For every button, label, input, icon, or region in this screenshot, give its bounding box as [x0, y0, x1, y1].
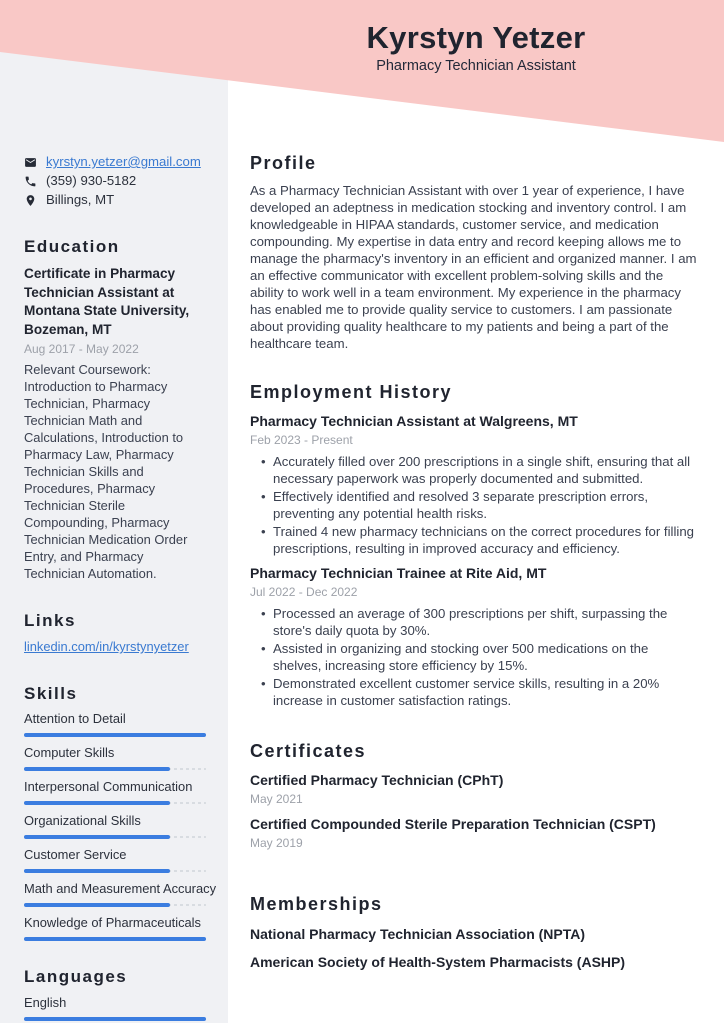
skill-item [24, 881, 217, 907]
skill-label: Organizational Skills [24, 813, 141, 828]
achievement-bullet: • Trained 4 new pharmacy technicians on the correct procedures for filling prescriptions, resulting in improved accuracy and efficiency. [273, 523, 700, 557]
skills-heading: Skills [24, 684, 78, 703]
header [228, 21, 724, 74]
skill-bar-track [24, 937, 206, 941]
achievement-bullet: • Assisted in organizing and stocking over 500 medications on the shelves, increasing store efficiency by 15%. [273, 640, 700, 674]
membership-title: National Pharmacy Technician Association (NPTA) [250, 926, 586, 942]
skill-bar-track [24, 1017, 206, 1021]
skill-item [24, 915, 206, 941]
education-degree: Certificate in Pharmacy Technician Assistant at Montana State University, Bozeman, MT [24, 266, 190, 337]
contact-block [24, 155, 206, 207]
job-title: Pharmacy Technician Trainee at Rite Aid, MT [250, 565, 547, 581]
languages-heading: Languages [24, 967, 128, 986]
skill-label: Interpersonal Communication [24, 779, 193, 794]
languages-list [24, 995, 206, 1021]
skill-label: Attention to Detail [24, 711, 126, 726]
main-content [228, 142, 724, 971]
job-dates: Jul 2022 - Dec 2022 [250, 585, 358, 599]
sidebar [0, 0, 228, 1023]
skill-bar-track [24, 903, 206, 907]
skill-item [24, 711, 206, 737]
skill-bar-fill [24, 767, 170, 771]
job-entry [250, 412, 700, 557]
membership-title: American Society of Health-System Pharmacists (ASHP) [250, 954, 626, 970]
phone-number: (359) 930-5182 [46, 173, 137, 188]
education-heading: Education [24, 237, 120, 256]
certificate-item [250, 771, 700, 806]
memberships-list [250, 925, 700, 971]
membership-item [250, 953, 700, 971]
skill-label: Math and Measurement Accuracy [24, 881, 217, 896]
skill-item [24, 779, 206, 805]
skill-bar-fill [24, 869, 170, 873]
achievement-bullet: • Effectively identified and resolved 3 separate prescription errors, preventing any potential health risks. [273, 488, 700, 522]
achievement-bullet: • Demonstrated excellent customer service skills, resulting in a 20% increase in customer satisfaction ratings. [273, 675, 700, 709]
languages-section [24, 967, 206, 1021]
certificate-date: May 2019 [250, 836, 303, 850]
education-dates: Aug 2017 - May 2022 [24, 342, 139, 356]
education-section [24, 237, 206, 582]
skills-list [24, 711, 217, 941]
skill-item [24, 847, 206, 873]
certificate-item [250, 815, 700, 850]
profile-heading: Profile [250, 153, 317, 173]
skill-bar-fill [24, 801, 170, 805]
education-description: Relevant Coursework: Introduction to Pharmacy Technician, Pharmacy Technician Math and Calculations, Introduction to Pharmacy Law, Pharmacy Technician Skills and Procedures, Pharmacy Technician Sterile Compounding, Pharmacy Technician Medication Order Entry, and Pharmacy Technician Automation. [24, 362, 188, 581]
certificates-list [250, 771, 700, 850]
links-section [24, 611, 206, 654]
skill-bar-track [24, 733, 206, 737]
location-pin-icon [24, 194, 37, 207]
certificates-heading: Certificates [250, 741, 367, 761]
certificates-section [250, 740, 700, 850]
person-job-title: Pharmacy Technician Assistant [376, 57, 576, 74]
sidebar-link-item [24, 639, 206, 654]
certificate-title: Certified Pharmacy Technician (CPhT) [250, 772, 504, 788]
employment-heading: Employment History [250, 382, 453, 402]
person-name: Kyrstyn Yetzer [366, 20, 586, 55]
skill-bar-track [24, 767, 206, 771]
skill-bar-fill [24, 1017, 206, 1021]
job-entry [250, 564, 700, 709]
memberships-section [250, 893, 700, 971]
job-title: Pharmacy Technician Assistant at Walgreens, MT [250, 413, 578, 429]
skill-bar-fill [24, 733, 206, 737]
skill-item [24, 995, 206, 1021]
skill-item [24, 813, 206, 839]
contact-row-location [24, 193, 206, 207]
skill-bar-track [24, 869, 206, 873]
skill-label: Customer Service [24, 847, 127, 862]
email-icon [24, 156, 37, 169]
links-list [24, 639, 206, 654]
linkedin-link[interactable]: linkedin.com/in/kyrstynyetzer [24, 639, 189, 654]
job-bullets [250, 453, 700, 557]
email-link[interactable]: kyrstyn.yetzer@gmail.com [46, 154, 201, 169]
certificate-title: Certified Compounded Sterile Preparation Technician (CSPT) [250, 816, 656, 832]
memberships-heading: Memberships [250, 894, 383, 914]
skill-item [24, 745, 206, 771]
phone-icon [24, 175, 37, 188]
contact-row-phone [24, 174, 206, 188]
job-dates: Feb 2023 - Present [250, 433, 353, 447]
skill-bar-track [24, 835, 206, 839]
membership-item [250, 925, 700, 943]
skill-label: English [24, 995, 67, 1010]
certificate-date: May 2021 [250, 792, 303, 806]
skill-label: Knowledge of Pharmaceuticals [24, 915, 201, 930]
profile-section [250, 152, 700, 352]
contact-row-email [24, 155, 206, 169]
skill-label: Computer Skills [24, 745, 115, 760]
profile-text: As a Pharmacy Technician Assistant with over 1 year of experience, I have developed an adeptness in medication stocking and inventory control. I am knowledgeable in HIPAA standards, customer service, and medication compounding. My expertise in data entry and record keeping allows me to manage the pharmacy's inventory in an efficient and organized manner. I am an effective communicator with excellent problem-solving skills and the ability to work well in a team environment. My experience in the pharmacy has enabled me to provide quality service to customers. I am passionate about providing quality healthcare to my patients and being a part of the healthcare team. [250, 183, 697, 351]
skill-bar-track [24, 801, 206, 805]
skills-section [24, 684, 217, 941]
achievement-bullet: • Accurately filled over 200 prescriptions in a single shift, ensuring that all necessary paperwork was properly documented and submitted. [273, 453, 700, 487]
achievement-bullet: • Processed an average of 300 prescriptions per shift, surpassing the store's daily quota by 30%. [273, 605, 700, 639]
job-bullets [250, 605, 700, 709]
employment-section [250, 381, 700, 709]
location-text: Billings, MT [46, 192, 115, 207]
skill-bar-fill [24, 835, 170, 839]
skill-bar-fill [24, 937, 206, 941]
skill-bar-fill [24, 903, 170, 907]
links-heading: Links [24, 611, 76, 630]
